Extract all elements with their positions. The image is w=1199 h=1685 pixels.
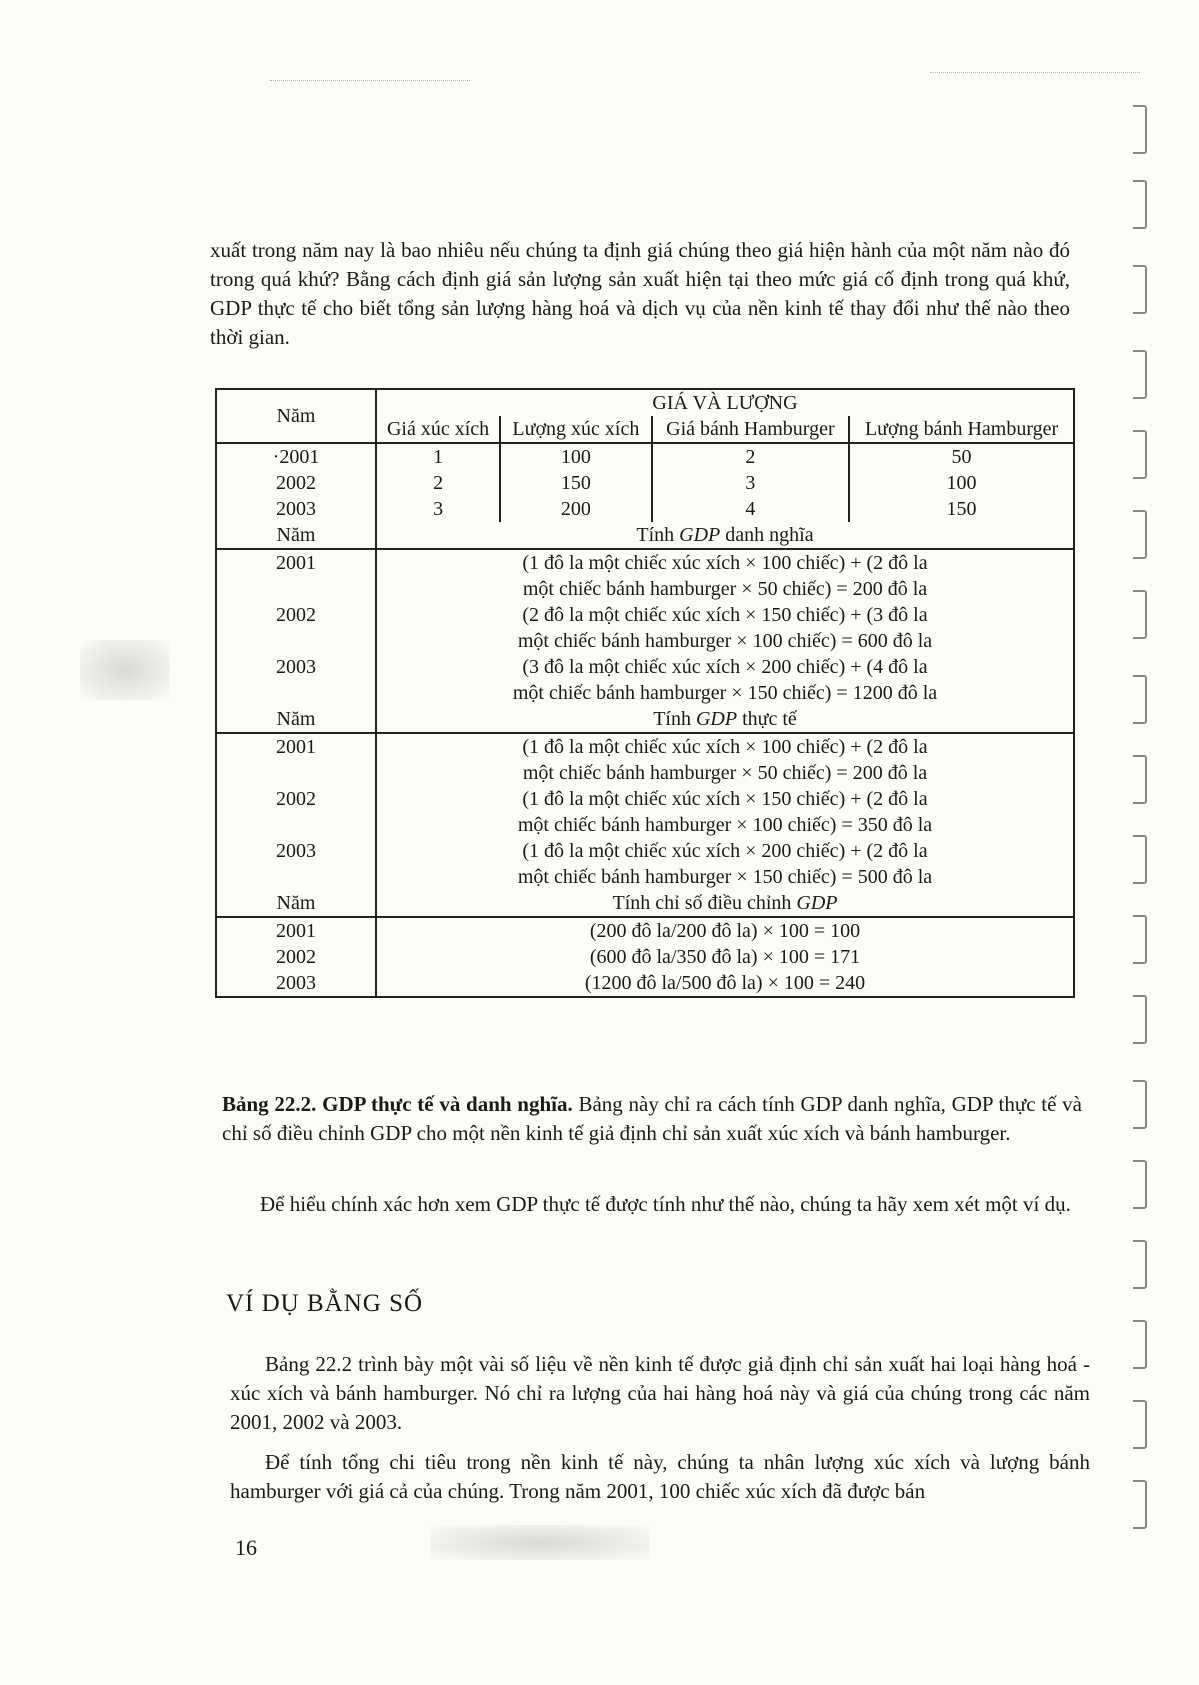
nominal-year-label: Năm bbox=[216, 522, 376, 549]
intro-paragraph: xuất trong năm nay là bao nhiêu nếu chúng ta định giá chúng theo giá hiện hành của một năm nào đó trong quá khứ? Bằng cách định giá sản lượng sản xuất hiện tại theo mức giá cố định trong quá khứ, GDP thực tế cho biết tổng sản lượng hàng hoá và dịch vụ của nền kinh tế thay đổi như thế nào theo thời gian. bbox=[210, 238, 1070, 349]
deflator-year-label: Năm bbox=[216, 890, 376, 917]
binding-ring bbox=[1133, 915, 1147, 964]
para-table-desc: Bảng 22.2 trình bày một vài số liệu về nền kinh tế được giả định chỉ sản xuất hai loại hàng hoá - xúc xích và bánh hamburger. Nó chỉ ra lượng của hai hàng hoá này và giá của chúng trong các năm 2001, 2002 và 2003. bbox=[230, 1352, 1090, 1434]
binding-ring bbox=[1133, 1320, 1147, 1369]
table-row: 2002 (600 đô la/350 đô la) × 100 = 171 bbox=[216, 944, 1074, 970]
year-header: Năm bbox=[216, 389, 376, 443]
table-row: 2003 (1 đô la một chiếc xúc xích × 200 chiếc) + (2 đô la một chiếc bánh hamburger × 150 chiếc) = 500 đô la bbox=[216, 838, 1074, 890]
binding-ring bbox=[1133, 755, 1147, 804]
table-row: 2003 (3 đô la một chiếc xúc xích × 200 chiếc) + (4 đô la một chiếc bánh hamburger × 150 chiếc) = 1200 đô la bbox=[216, 654, 1074, 706]
gdp-table bbox=[215, 388, 1075, 998]
table-caption bbox=[222, 1090, 1082, 1148]
group-header: GIÁ VÀ LƯỢNG bbox=[652, 392, 798, 414]
top-scan-noise-left bbox=[270, 80, 470, 83]
binding-ring bbox=[1133, 1080, 1147, 1129]
binding-ring bbox=[1133, 265, 1147, 314]
binding-ring bbox=[1133, 835, 1147, 884]
header-burger-qty: Lượng bánh Hamburger bbox=[849, 416, 1074, 443]
page-number: 16 bbox=[235, 1535, 257, 1560]
binding-ring bbox=[1133, 1160, 1147, 1209]
nominal-title: Tính GDP danh nghĩa bbox=[636, 524, 814, 546]
table-row: 2001 (1 đô la một chiếc xúc xích × 100 chiếc) + (2 đô la một chiếc bánh hamburger × 50 chiếc) = 200 đô la bbox=[216, 549, 1074, 602]
caption-text: Bảng này chỉ ra cách tính GDP danh nghĩa, GDP thực tế và chỉ số điều chỉnh GDP cho một nền kinh tế giả định chỉ sản xuất xúc xích và bánh hamburger. bbox=[222, 1092, 1082, 1145]
top-scan-noise bbox=[930, 72, 1140, 75]
scan-smudge bbox=[430, 1525, 650, 1560]
deflator-title: Tính chỉ số điều chỉnh GDP bbox=[612, 892, 838, 914]
table-row: 2003 (1200 đô la/500 đô la) × 100 = 240 bbox=[216, 970, 1074, 997]
table-row: 2001 (1 đô la một chiếc xúc xích × 100 chiếc) + (2 đô la một chiếc bánh hamburger × 50 chiếc) = 200 đô la bbox=[216, 733, 1074, 786]
binding-ring bbox=[1133, 1400, 1147, 1449]
binding-ring bbox=[1133, 1240, 1147, 1289]
scan-smudge bbox=[80, 640, 170, 700]
binding-ring bbox=[1133, 105, 1147, 154]
binding-ring bbox=[1133, 1480, 1147, 1529]
header-burger-price: Giá bánh Hamburger bbox=[652, 416, 849, 443]
header-hotdog-price: Giá xúc xích bbox=[376, 416, 500, 443]
para-understand: Để hiểu chính xác hơn xem GDP thực tế được tính như thế nào, chúng ta hãy xem xét một ví dụ. bbox=[260, 1192, 1071, 1216]
binding-ring bbox=[1133, 995, 1147, 1044]
binding-ring bbox=[1133, 350, 1147, 399]
caption-title: Bảng 22.2. GDP thực tế và danh nghĩa. bbox=[222, 1092, 573, 1116]
table-row: 2001 (200 đô la/200 đô la) × 100 = 100 bbox=[216, 917, 1074, 944]
real-title: Tính GDP thực tế bbox=[653, 708, 797, 730]
header-hotdog-qty: Lượng xúc xích bbox=[500, 416, 652, 443]
para-compute: Để tính tổng chi tiêu trong nền kinh tế này, chúng ta nhân lượng xúc xích và lượng bánh hamburger với giá cả của chúng. Trong năm 2001, 100 chiếc xúc xích đã được bán bbox=[230, 1450, 1090, 1503]
section-title: VÍ DỤ BẰNG SỐ bbox=[226, 1290, 424, 1317]
table-row: 2002 2 150 3 100 bbox=[216, 470, 1074, 496]
real-year-label: Năm bbox=[216, 706, 376, 733]
binding-ring bbox=[1133, 675, 1147, 724]
binding-ring bbox=[1133, 180, 1147, 229]
table-row: 2002 (1 đô la một chiếc xúc xích × 150 chiếc) + (2 đô la một chiếc bánh hamburger × 100 chiếc) = 350 đô la bbox=[216, 786, 1074, 838]
table-row: 2003 3 200 4 150 bbox=[216, 496, 1074, 522]
binding-ring bbox=[1133, 590, 1147, 639]
table-row: ·2001 1 100 2 50 bbox=[216, 443, 1074, 470]
binding-ring bbox=[1133, 510, 1147, 559]
binding-ring bbox=[1133, 430, 1147, 479]
table-row: 2002 (2 đô la một chiếc xúc xích × 150 chiếc) + (3 đô la một chiếc bánh hamburger × 100 chiếc) = 600 đô la bbox=[216, 602, 1074, 654]
